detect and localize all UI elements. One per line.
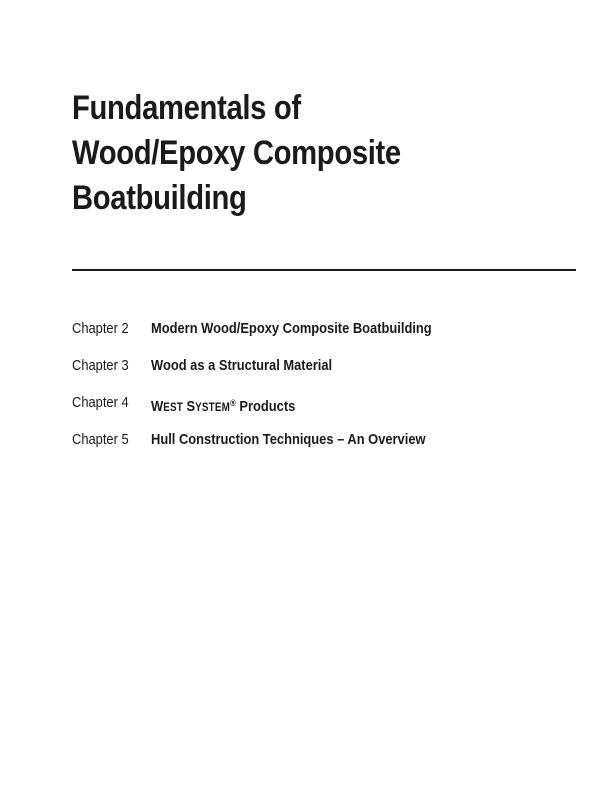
chapter-title-rest: Products: [239, 398, 296, 415]
chapter-number: Chapter 4: [72, 394, 129, 411]
brand-initial-w: W: [151, 398, 164, 415]
title-line-1: Fundamentals of: [72, 89, 301, 127]
chapter-entry-4: [72, 392, 576, 429]
horizontal-divider: [72, 269, 576, 271]
chapter-entry-2: [72, 318, 576, 355]
chapter-number: Chapter 3: [72, 357, 129, 374]
chapter-entry-5: [72, 429, 576, 466]
chapter-title: Wood as a Structural Material: [151, 357, 333, 374]
page-title: [72, 86, 502, 221]
brand-smallcaps-est: EST: [163, 402, 183, 414]
chapter-title: [151, 392, 295, 419]
chapter-title: Hull Construction Techniques – An Overview: [151, 431, 426, 448]
chapter-number: Chapter 2: [72, 320, 129, 337]
chapter-entry-3: [72, 355, 576, 392]
registered-mark: ®: [230, 398, 236, 408]
brand-initial-s: S: [186, 398, 196, 415]
chapter-list: [72, 318, 576, 466]
title-line-3: Boatbuilding: [72, 179, 247, 217]
brand-smallcaps-ystem: YSTEM: [195, 402, 231, 414]
chapter-title: Modern Wood/Epoxy Composite Boatbuilding: [151, 320, 432, 337]
title-line-2: Wood/Epoxy Composite: [72, 134, 401, 172]
chapter-number: Chapter 5: [72, 431, 129, 448]
